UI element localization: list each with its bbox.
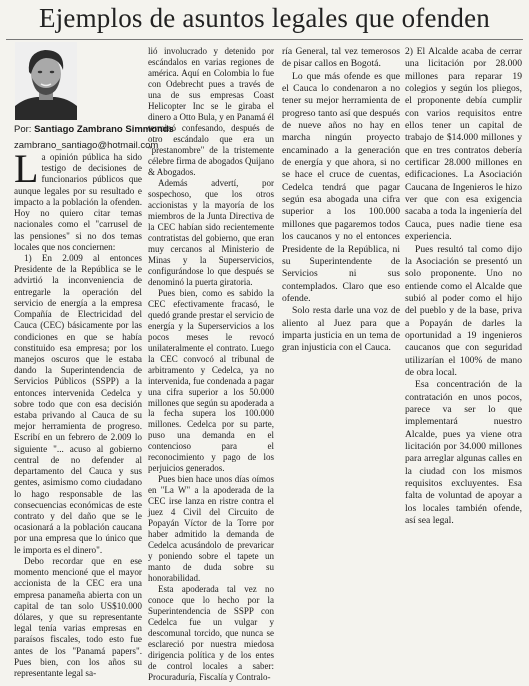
paragraph: ría General, tal vez temerosos de pisar callos en Bogotá. (282, 46, 400, 70)
paragraph: Debo recordar que en ese momento mencioné que el mayor accionista de la CEC era una empresa panameña abierta con un capital de tan solo US$10.000 dólares, y que su representante legal tenía varias empresas en paraísos fiscales, todo esto fue antes de los "Panamá papers". Pues bien, con los años su representante legal sa- (14, 555, 142, 679)
paragraph: Pues bien, como es sabido la CEC efectivamente fracasó, le quedó grande prestar el servicio de energía y la Superservicios a los pocos meses le revocó unilateralmente el contrato. Luego la CEC convocó al tribunal de arbitramento y Cedelca, ya no intervenida, fue condenada a pagar una cifra superior a los 50.000 millones que según su apoderada a la fecha supera los 100.000 millones. Cedelca por su parte, puso una demanda en el contencioso para el reconocimiento y pago de los perjuicios generados. (148, 287, 274, 474)
title-divider (6, 39, 523, 40)
paragraph: 1) En 2.009 al entonces Presidente de la República se le advirtió la inconveniencia de entregarle la operación del servicio de energía a la empresa Compañía de Electricidad del Cauca (CEC) básicamente por las condiciones en que se había constituido esa empresa; por los manejos oscuros que le estaba dando la Superintendencia de Servicios Públicos (SSPP) a la entonces intervenida Cedelca y sobre todo que con esa decisión estaba privando al Cauca de su mejor herramienta de progreso. Escribí en un febrero de 2.009 lo siguiente "... acuso al gobierno central de no defender al departamento del Cauca y sus gentes, asimismo como ciudadano lo hago responsable de las consecuencias económicas de este contrato y del daño que se le ocasionará a la población caucana por una empresa que lo único que le importa es el dinero". (14, 252, 142, 555)
paragraph: Además advertí, por sospechoso, que los otros accionistas y la mayoría de los miembros de la Junta Directiva de la CEC habían sido recientemente contratistas del gobierno, que eran muy cercanos al Ministerio de Minas y la Superservicios, configurándose lo que después se denominó la puerta giratoria. (148, 177, 274, 287)
author-photo (15, 42, 77, 120)
paragraph: 2) El Alcalde acaba de cerrar una licitación por 28.000 millones para reparar 19 colegios y según los pliegos, el proponente debía cumplir con varios requisitos entre ellos tener un capital de trabajo de $14.000 millones y que en tres contratos debería certificar 28.000 millones en edificaciones. La Asociación Caucana de Ingenieros le hizo ver que con esa exigencia sacaba a toda la ingeniería del Cauca, pues nadie tiene esa experiencia. (405, 46, 522, 243)
article-title: Ejemplos de asuntos legales que ofenden (39, 3, 490, 33)
column-3 (282, 46, 400, 355)
drop-cap: L (14, 146, 39, 191)
paragraph: Solo resta darle una voz de aliento al Juez para que imparta justicia en un tema de gran injusticia con el Cauca. (282, 305, 400, 354)
author-email: zambrano_santiago@hotmail.com (14, 140, 159, 151)
author-name: Santiago Zambrano Simmonds (34, 124, 174, 135)
paragraph: Pues bien hace unos días oímos en "La W" a la apoderada de la CEC irse lanza en ristre contra el juez 4 Civil del Circuito de Popayán Víctor de la Torre por haber admitido la demanda de Cedelca acusándolo de prevaricar y poniendo sobre el tapete un manto de duda sobre su honorabilidad. (148, 474, 274, 584)
column-2 (148, 46, 274, 683)
column-1 (14, 146, 142, 679)
paragraph: La opinión pública ha sido testigo de decisiones de funcionarios públicos que aunque legales por su resultado e impacto a la población la ofenden. Hoy no quiero citar temas nacionales como el "carrusel de las pensiones" si no dos temas locales que nos conciernen: (14, 146, 142, 252)
paragraph: Esa concentración de la contratación en unos pocos, parece va ser lo que implementará nuestro Alcalde, pues ya viene otra licitación por 34.000 millones para arreglar algunas calles en la ciudad con los mismos requisitos excluyentes. Esa falta de voluntad de apoyar a los locales también ofende, así sea legal. (405, 379, 522, 527)
paragraph: Pues resultó tal como dijo la Asociación se presentó un solo proponente. Uno no entiende como el Alcalde que subió al poder como el hijo del pueblo y de la base, priva a Popayán de darles la oportunidad a 19 ingenieros caucanos que con seguridad utilizarían el 100% de mano de obra local. (405, 243, 522, 378)
byline-label: Por: (14, 124, 35, 135)
column-4 (405, 46, 522, 527)
paragraph: Esta apoderada tal vez no conoce que lo hecho por la Superintendencia de SSPP con Cedelca fue un vulgar y descomunal torcido, que nunca se esclareció por nuestra miedosa dirigencia política y de los entes de control locales a saber: Procuraduría, Fiscalía y Contralo- (148, 584, 274, 683)
paragraph: lió involucrado y detenido por escándalos en varias regiones de américa. Aquí en Colombia lo fue con Odebrecht pues a través de una de sus empresas Coast Helicopter Inc se le giraba el dinero a Otto Bula, y en Panamá él terminó confesando, después de otro escándalo que era un "prestanombre" de la tristemente célebre firma de abogados Quijano & Abogados. (148, 46, 274, 177)
paragraph: Lo que más ofende es que el Cauca lo condenaron a no tener su mejor herramienta de progreso tanto así que después de nueve años no hay en marcha ningún proyecto encaminado a la generación de energía y que ahora, si no se hace el cruce de cuentas, Cedelca tendrá que pagar según esa abogada una cifra superior a los 100.000 millones que pagaremos todos los caucanos y no el entonces Presidente de la República, ni su Superintendente de Servicios ni sus contemplados. Claro que eso ofende. (282, 70, 400, 304)
